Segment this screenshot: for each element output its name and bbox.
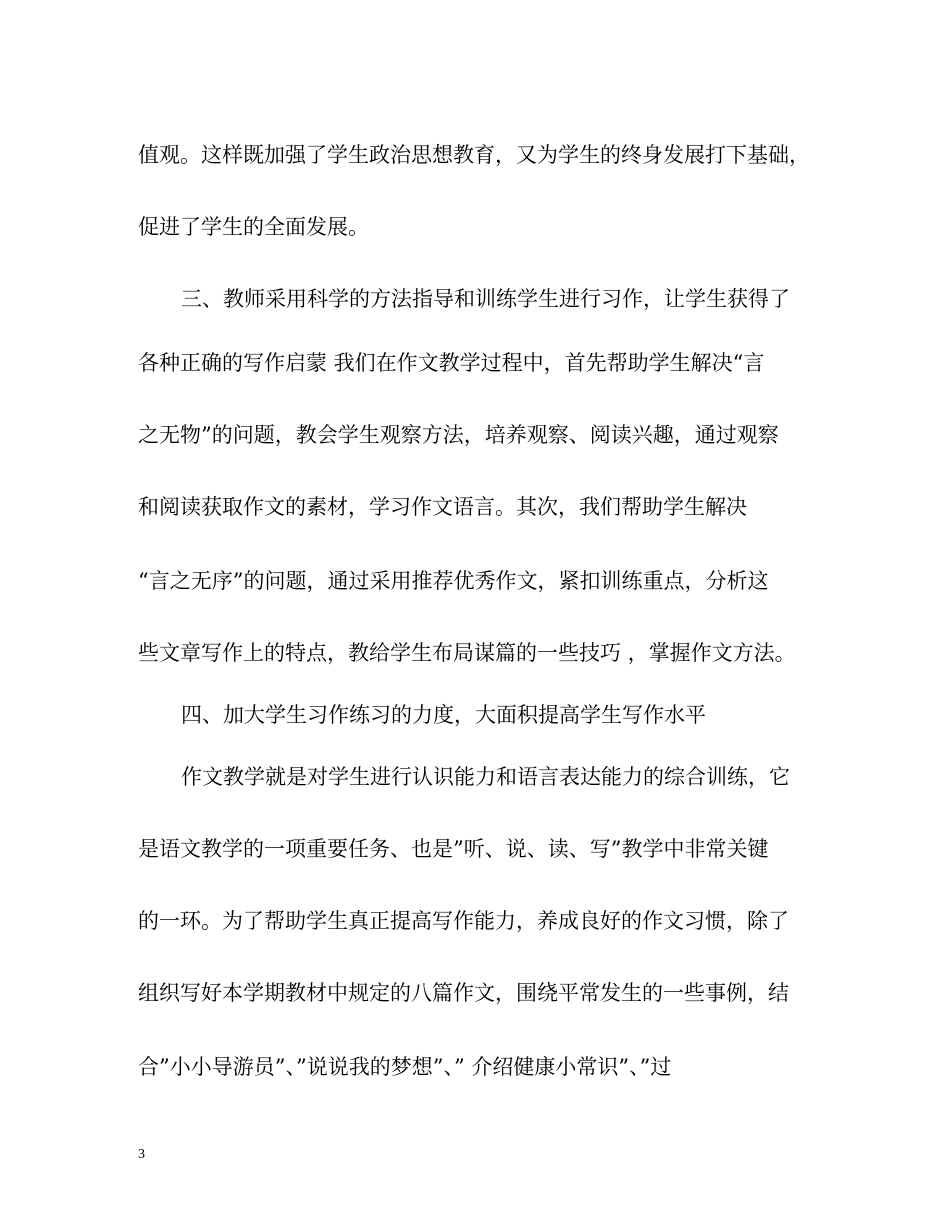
text-line-14: 合”小小导游员”、”说说我的梦想”、” 介绍健康小常识”、”过	[138, 1055, 672, 1079]
text-line-6: 和阅读获取作文的素材，学习作文语言。其次，我们帮助学生解决	[138, 495, 747, 519]
text-line-2: 促进了学生的全面发展。	[138, 215, 369, 239]
text-line-5: 之无物”的问题，教会学生观察方法，培养观察、阅读兴趣，通过观察	[138, 423, 779, 447]
text-line-4: 各种正确的写作启蒙 我们在作文教学过程中，首先帮助学生解决“言	[138, 351, 765, 375]
text-line-10: 作文教学就是对学生进行认识能力和语言表达能力的综合训练，它	[181, 765, 790, 789]
text-line-12: 的一环。为了帮助学生真正提高写作能力，养成良好的作文习惯，除了	[138, 909, 789, 933]
text-line-1: 值观。这样既加强了学生政治思想教育，又为学生的终身发展打下基础，	[138, 143, 810, 167]
text-line-8: 些文章写作上的特点，教给学生布局谋篇的一些技巧 ，掌握作文方法。	[138, 641, 796, 665]
section-heading-4: 四、加大学生习作练习的力度，大面积提高学生写作水平	[181, 703, 706, 727]
text-line-7: “言之无序”的问题，通过采用推荐优秀作文，紧扣训练重点，分析这	[138, 569, 769, 593]
page-number: 3	[138, 1147, 145, 1162]
text-line-13: 组织写好本学期教材中规定的八篇作文，围绕平常发生的一些事例，结	[138, 981, 789, 1005]
section-heading-3: 三、教师采用科学的方法指导和训练学生进行习作，让学生获得了	[181, 287, 790, 311]
text-line-11: 是语文教学的一项重要任务、也是”听、说、读、写”教学中非常关键	[138, 837, 769, 861]
